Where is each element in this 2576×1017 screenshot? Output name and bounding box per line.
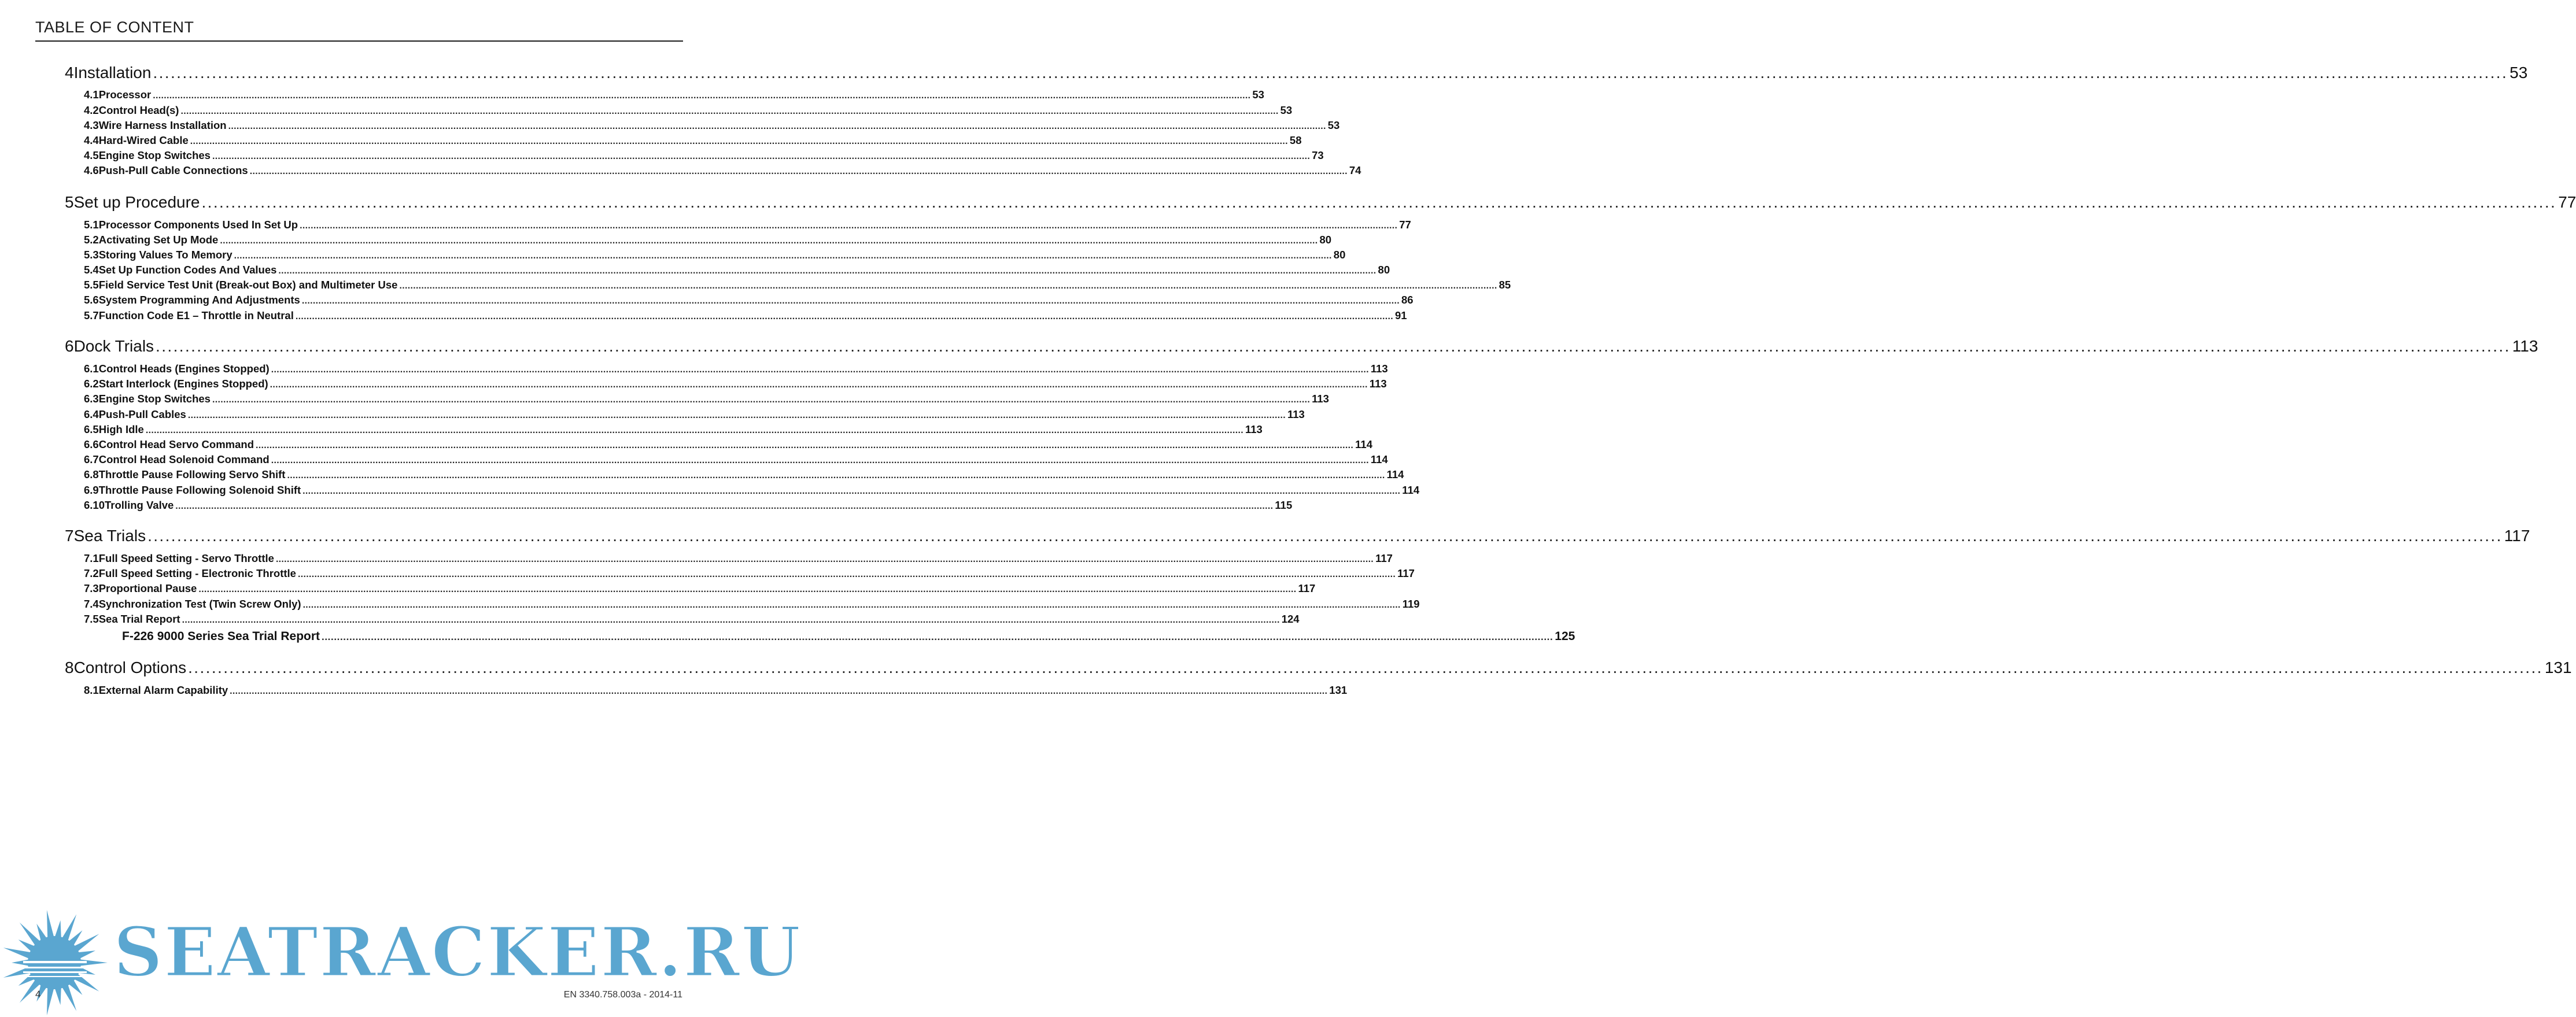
dot-leader: ................................................................................................................................................................................................................................................................................................................................................................................................................	[182, 615, 1280, 625]
entry-title: Control Head Solenoid Command	[98, 453, 270, 465]
entry-page: 77	[1399, 219, 1411, 231]
entry-page: 53	[1280, 104, 1293, 116]
toc-entry[interactable]	[84, 279, 1511, 294]
entry-page: 114	[1370, 453, 1388, 465]
toc-entry[interactable]	[84, 309, 1407, 324]
entry-title: Synchronization Test (Twin Screw Only)	[98, 598, 301, 610]
entry-title: Function Code E1 – Throttle in Neutral	[98, 309, 294, 321]
section-title: Set up Procedure	[73, 193, 200, 211]
entry-number: 5.3	[84, 249, 99, 261]
entry-page: 53	[1252, 88, 1264, 101]
entry-title: Trolling Valve	[105, 499, 174, 511]
dot-leader: ................................................................................................................................................................................................................................................................................................................................................................................................................	[256, 441, 1354, 450]
sun-ray	[47, 910, 54, 938]
dot-leader: ................................................................................................................................................................................................................................................................................................................................................................................................................	[212, 395, 1311, 405]
entry-title: Processor	[98, 88, 152, 101]
toc-entry[interactable]	[84, 438, 1372, 453]
entry-number: 6.7	[84, 453, 99, 465]
dot-leader: ................................................................................................................................................................................................................................................................................................................................................................................................................	[399, 281, 1497, 291]
toc-entry[interactable]	[84, 552, 1393, 567]
entry-number: 4.4	[84, 134, 99, 146]
section-number: 5	[65, 193, 74, 211]
section-title: Control Options	[73, 659, 187, 676]
entry-title: Set Up Function Codes And Values	[98, 264, 277, 276]
entry-page: 113	[1287, 408, 1305, 420]
dot-leader: ................................................................................................................................................................................................................................................................................................................................................................................................................	[275, 554, 1374, 564]
entry-title: Engine Stop Switches	[98, 393, 211, 405]
entry-title: Full Speed Setting - Servo Throttle	[98, 552, 274, 564]
toc-entry[interactable]	[84, 499, 1293, 514]
entry-title: Full Speed Setting - Electronic Throttle	[98, 567, 296, 579]
sun-ray	[47, 987, 54, 1015]
entry-title: Hard-Wired Cable	[98, 134, 189, 146]
entry-number: 6.6	[84, 438, 99, 450]
entry-number: 6.5	[84, 423, 99, 435]
toc-entry[interactable]	[84, 484, 1420, 499]
section-title: Sea Trials	[73, 527, 146, 545]
entry-number: 6.2	[84, 378, 99, 390]
section-number: 8	[65, 659, 74, 676]
entry-title: Control Head Servo Command	[98, 438, 254, 450]
form-entry-title: F-226 9000 Series Sea Trial Report	[122, 630, 320, 643]
entry-title: Throttle Pause Following Servo Shift	[98, 468, 286, 480]
toc-entry[interactable]	[84, 598, 1420, 613]
toc-section-heading[interactable]	[65, 527, 2530, 548]
page-title: TABLE OF CONTENT	[35, 19, 194, 36]
entry-page: 86	[1401, 294, 1414, 306]
section-number: 6	[65, 337, 74, 355]
toc-section-heading[interactable]	[65, 659, 2572, 679]
entry-page: 113	[1369, 378, 1387, 390]
dot-leader: ................................................................................................................................................................................................................................................................................................................................................................................................................	[175, 501, 1274, 511]
dot-leader: ................................................................................................................................................................................................................................................................................................................................................................................................................	[249, 167, 1348, 176]
dot-leader: ................................................................................................................................................................................................................................................................................................................................................................................................................	[302, 486, 1401, 496]
toc-entry[interactable]	[84, 684, 1348, 699]
entry-page: 80	[1378, 264, 1390, 276]
entry-title: Push-Pull Cable Connections	[98, 164, 248, 176]
entry-title: Proportional Pause	[98, 582, 197, 594]
entry-number: 4.2	[84, 104, 99, 116]
form-entry-page: 125	[1555, 630, 1575, 643]
dot-leader: ................................................................................................................................................................................................................................................................................................................................................................................................................	[297, 569, 1396, 579]
entry-number: 7.4	[84, 598, 99, 610]
entry-title: External Alarm Capability	[98, 684, 228, 696]
toc-entry[interactable]	[84, 88, 1264, 103]
sun-ray	[55, 920, 61, 938]
section-number: 7	[65, 527, 74, 545]
entry-page: 58	[1289, 134, 1302, 146]
entry-number: 6.3	[84, 393, 99, 405]
entry-number: 4.6	[84, 164, 99, 176]
toc-entry[interactable]	[84, 408, 1305, 423]
entry-page: 114	[1386, 468, 1404, 480]
entry-title: Activating Set Up Mode	[98, 234, 219, 246]
toc-entry[interactable]	[84, 423, 1263, 438]
section-page: 117	[2504, 527, 2530, 545]
entry-title: Wire Harness Installation	[98, 119, 227, 131]
entry-page: 113	[1370, 363, 1388, 375]
toc-entry[interactable]	[84, 164, 1361, 179]
toc-section-heading[interactable]	[65, 337, 2538, 358]
dot-leader: ................................................................................................................................................................................................................................................................................................................................................................................................................	[220, 236, 1318, 246]
dot-leader: ................................................................................................................................................................................................................................................................................................................................................................................................................	[271, 456, 1369, 465]
dot-leader: ................................................................................................................................................................................................................................................................................................................................................................................................................	[270, 380, 1368, 390]
header-divider	[35, 40, 683, 42]
entry-number: 7.2	[84, 567, 99, 579]
toc-entry[interactable]	[84, 294, 1414, 309]
entry-page: 73	[1312, 149, 1324, 161]
entry-page: 74	[1349, 164, 1361, 176]
dot-leader: ................................................................................................................................................................................................................................................................................................................................................................................................................	[156, 337, 2511, 355]
dot-leader: ................................................................................................................................................................................................................................................................................................................................................................................................................	[295, 312, 1393, 321]
entry-page: 113	[1245, 423, 1263, 435]
dot-leader: ................................................................................................................................................................................................................................................................................................................................................................................................................	[302, 600, 1401, 610]
entry-title: Field Service Test Unit (Break-out Box) and Multimeter Use	[98, 279, 398, 291]
entry-page: 117	[1298, 582, 1316, 594]
entry-page: 124	[1281, 613, 1300, 625]
page-number: 4	[35, 989, 41, 1000]
entry-title: Control Heads (Engines Stopped)	[98, 363, 270, 375]
document-code: EN 3340.758.003a - 2014-11	[563, 990, 682, 1000]
entry-page: 91	[1394, 309, 1407, 321]
entry-title: Storing Values To Memory	[98, 249, 232, 261]
entry-number: 5.6	[84, 294, 99, 306]
dot-leader: ................................................................................................................................................................................................................................................................................................................................................................................................................	[287, 471, 1385, 480]
toc-section-heading[interactable]	[65, 64, 2528, 84]
entry-page: 119	[1402, 598, 1420, 610]
toc-section-heading[interactable]	[65, 193, 2576, 214]
entry-page: 131	[1329, 684, 1348, 696]
entry-number: 6.4	[84, 408, 99, 420]
dot-leader: ................................................................................................................................................................................................................................................................................................................................................................................................................	[153, 91, 1251, 101]
toc-entry[interactable]	[84, 378, 1387, 393]
dot-leader: ................................................................................................................................................................................................................................................................................................................................................................................................................	[190, 136, 1288, 146]
toc-entry[interactable]	[84, 264, 1390, 279]
entry-number: 5.7	[84, 309, 99, 321]
toc-entry[interactable]	[84, 393, 1329, 408]
toc-entry[interactable]	[84, 468, 1404, 483]
entry-number: 4.3	[84, 119, 99, 131]
entry-page: 114	[1355, 438, 1372, 450]
entry-number: 6.1	[84, 363, 99, 375]
toc-entry[interactable]	[84, 567, 1415, 582]
dot-leader: ................................................................................................................................................................................................................................................................................................................................................................................................................	[300, 221, 1398, 231]
dot-leader: ................................................................................................................................................................................................................................................................................................................................................................................................................	[322, 631, 1553, 642]
dot-leader: ................................................................................................................................................................................................................................................................................................................................................................................................................	[147, 527, 2503, 545]
toc-entry[interactable]	[84, 134, 1302, 149]
dot-leader: ................................................................................................................................................................................................................................................................................................................................................................................................................	[228, 121, 1326, 131]
section-page: 53	[2509, 64, 2528, 82]
entry-page: 80	[1319, 234, 1332, 246]
dot-leader: ................................................................................................................................................................................................................................................................................................................................................................................................................	[201, 193, 2557, 211]
entry-page: 53	[1327, 119, 1340, 131]
entry-title: Control Head(s)	[98, 104, 179, 116]
entry-page: 115	[1275, 499, 1293, 511]
entry-number: 6.10	[84, 499, 105, 511]
entry-page: 85	[1499, 279, 1511, 291]
entry-title: High Idle	[98, 423, 144, 435]
entry-title: Throttle Pause Following Solenoid Shift	[98, 484, 301, 496]
dot-leader: ................................................................................................................................................................................................................................................................................................................................................................................................................	[180, 106, 1279, 116]
dot-leader: ................................................................................................................................................................................................................................................................................................................................................................................................................	[278, 266, 1376, 276]
dot-leader: ................................................................................................................................................................................................................................................................................................................................................................................................................	[230, 686, 1328, 696]
dot-leader: ................................................................................................................................................................................................................................................................................................................................................................................................................	[145, 426, 1243, 435]
entry-number: 5.2	[84, 234, 99, 246]
entry-title: Processor Components Used In Set Up	[98, 219, 298, 231]
entry-title: System Programming And Adjustments	[98, 294, 300, 306]
toc-entry-form[interactable]	[122, 630, 1575, 647]
dot-leader: ................................................................................................................................................................................................................................................................................................................................................................................................................	[271, 365, 1369, 375]
section-number: 4	[65, 64, 74, 82]
dot-leader: ................................................................................................................................................................................................................................................................................................................................................................................................................	[153, 64, 2508, 82]
toc-entry[interactable]	[84, 104, 1293, 119]
entry-page: 113	[1312, 393, 1329, 405]
entry-number: 6.9	[84, 484, 99, 496]
entry-number: 4.5	[84, 149, 99, 161]
watermark-text: SEATRACKER.RU	[113, 912, 802, 992]
entry-title: Start Interlock (Engines Stopped)	[98, 378, 268, 390]
entry-page: 117	[1375, 552, 1393, 564]
toc-entry[interactable]	[84, 613, 1300, 628]
toc-entry[interactable]	[84, 149, 1324, 164]
toc-entry[interactable]	[84, 219, 1411, 234]
entry-number: 5.1	[84, 219, 99, 231]
toc-entry[interactable]	[84, 249, 1346, 264]
section-page: 113	[2512, 337, 2538, 355]
section-page: 131	[2544, 659, 2572, 676]
dot-leader: ................................................................................................................................................................................................................................................................................................................................................................................................................	[198, 585, 1297, 594]
entry-title: Sea Trial Report	[98, 613, 180, 625]
section-title: Dock Trials	[73, 337, 154, 355]
section-page: 77	[2558, 193, 2576, 211]
toc-entry[interactable]	[84, 453, 1388, 468]
section-title: Installation	[73, 64, 152, 82]
entry-page: 80	[1333, 249, 1346, 261]
toc-entry[interactable]	[84, 363, 1388, 378]
sun-ray	[55, 987, 61, 1005]
entry-title: Push-Pull Cables	[98, 408, 186, 420]
toc-entry[interactable]	[84, 119, 1340, 134]
dot-leader: ................................................................................................................................................................................................................................................................................................................................................................................................................	[234, 251, 1332, 261]
sun-ray	[3, 948, 31, 959]
dot-leader: ................................................................................................................................................................................................................................................................................................................................................................................................................	[301, 296, 1400, 306]
toc-entry[interactable]	[84, 234, 1332, 249]
entry-number: 7.1	[84, 552, 99, 564]
entry-number: 7.5	[84, 613, 99, 625]
dot-leader: ................................................................................................................................................................................................................................................................................................................................................................................................................	[212, 151, 1311, 161]
dot-leader: ................................................................................................................................................................................................................................................................................................................................................................................................................	[188, 659, 2543, 676]
entry-page: 117	[1397, 567, 1415, 579]
entry-title: Engine Stop Switches	[98, 149, 211, 161]
toc-entry[interactable]	[84, 582, 1316, 597]
entry-page: 114	[1402, 484, 1420, 496]
entry-number: 6.8	[84, 468, 99, 480]
entry-number: 5.5	[84, 279, 99, 291]
sun-logo-icon	[0, 908, 116, 1014]
entry-number: 8.1	[84, 684, 99, 696]
entry-number: 4.1	[84, 88, 99, 101]
entry-number: 5.4	[84, 264, 99, 276]
dot-leader: ................................................................................................................................................................................................................................................................................................................................................................................................................	[187, 411, 1286, 420]
entry-number: 7.3	[84, 582, 99, 594]
